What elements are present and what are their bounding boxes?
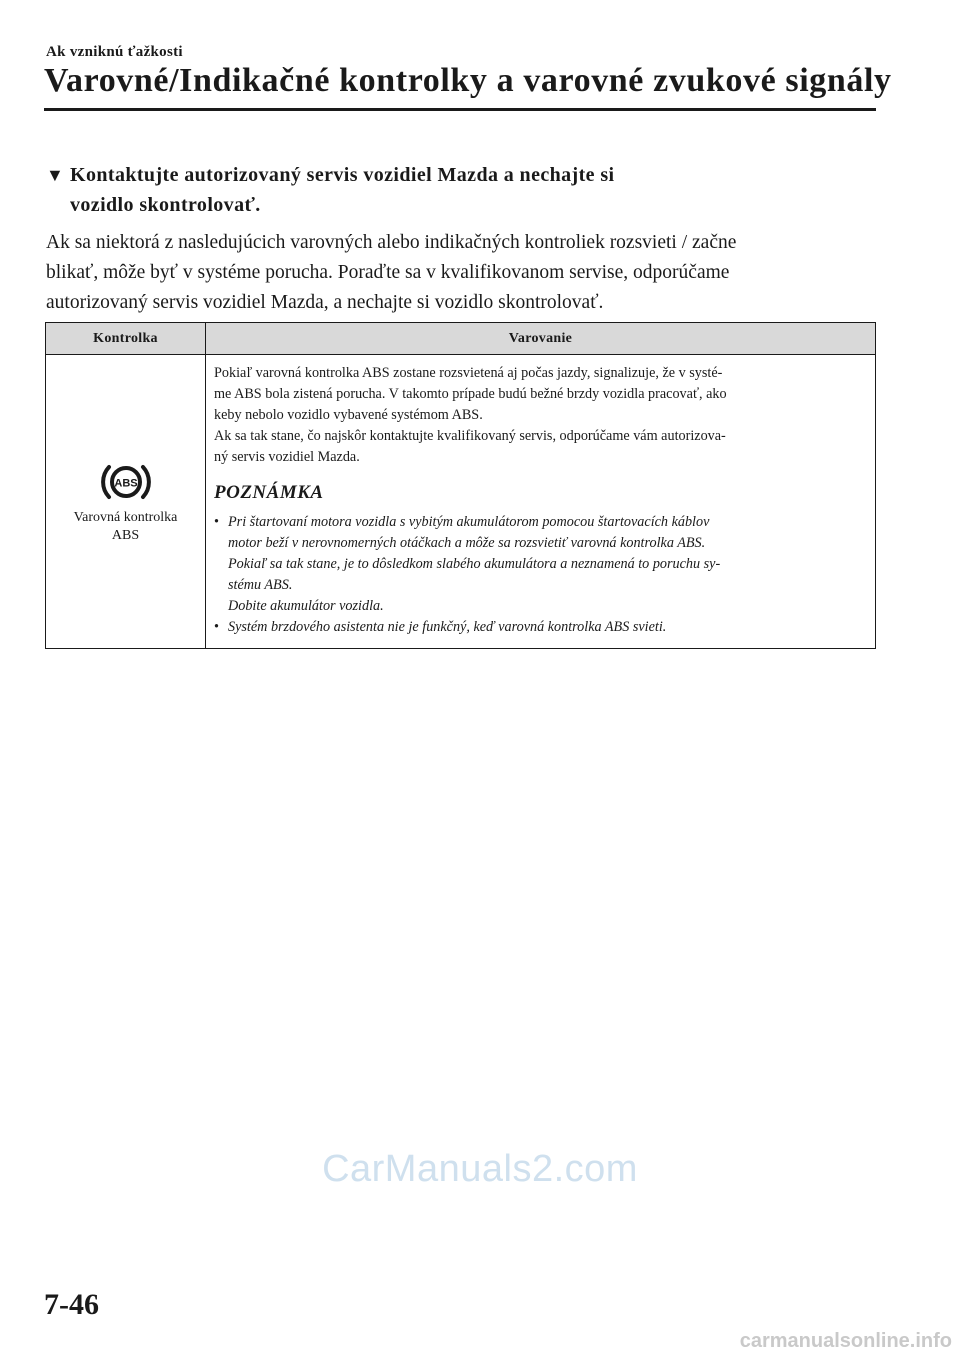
warning-paragraph [214,426,867,468]
abs-icon-label: ABS [113,477,138,489]
column-header-lamp: Kontrolka [46,323,206,355]
page-title: Varovné/Indikačné kontrolky a varovné zvukové signály [44,62,892,99]
section-heading [46,160,876,220]
note-item [214,617,867,638]
triangle-marker-icon: ▼ [46,165,65,185]
note-list [214,512,867,638]
note-line: stému ABS. [228,577,293,593]
page-number: 7-46 [44,1288,99,1321]
text-line: Ak sa tak stane, čo najskôr kontaktujte kvalifikovaný servis, odporúčame vám autorizova- [214,428,726,444]
watermark: CarManuals2.com [322,1148,638,1190]
breadcrumb: Ak vzniknú ťažkosti [46,44,183,60]
footer-watermark: carmanualsonline.info [739,1330,952,1352]
note-line: Dobite akumulátor vozidla. [228,598,384,614]
abs-warning-lamp-icon [95,459,157,505]
text-line: keby nebolo vozidlo vybavené systémom ABS. [214,407,483,423]
section-heading-line-2: vozidlo skontrolovať. [70,194,261,216]
lamp-caption: Varovná kontrolka ABS [73,509,178,543]
note-line: motor beží v nerovnomerných otáčkach a môže sa rozsvietiť varovná kontrolka ABS. [228,535,706,551]
warning-paragraph [214,363,867,426]
section-heading-line-1 [46,160,876,190]
text-line: me ABS bola zistená porucha. V takomto prípade budú bežné brzdy vozidla pracovať, ako [214,386,727,402]
table-header-row [46,323,876,355]
note-title: POZNÁMKA [214,482,324,503]
lamp-cell [46,355,206,649]
table-row [46,355,876,649]
section-heading-text-1: Kontaktujte autorizovaný servis vozidiel Mazda a nechajte si [70,164,615,186]
warning-lamp-table [45,322,876,649]
warning-description-cell [206,355,876,649]
column-header-warning: Varovanie [206,323,876,355]
bullet-icon: • [214,619,219,635]
text-line: Pokiaľ varovná kontrolka ABS zostane rozsvietená aj počas jazdy, signalizuje, že v systé- [214,365,723,381]
note-line: Pokiaľ sa tak stane, je to dôsledkom slabého akumulátora a neznamená to poruchu sy- [228,556,721,572]
intro-line: blikať, môže byť v systéme porucha. Poraďte sa v kvalifikovanom servise, odporúčame [46,262,730,283]
intro-line: Ak sa niektorá z nasledujúcich varovných alebo indikačných kontroliek rozsvieti / začne [46,232,737,253]
title-divider [44,108,876,111]
note-line: Pri štartovaní motora vozidla s vybitým akumulátorom pomocou štartovacích káblov [228,514,710,530]
note-line: Systém brzdového asistenta nie je funkčný, keď varovná kontrolka ABS svieti. [228,619,667,635]
bullet-icon: • [214,514,219,530]
intro-paragraph [46,228,876,318]
text-line: ný servis vozidiel Mazda. [214,449,360,465]
note-item [214,512,867,617]
intro-line: autorizovaný servis vozidiel Mazda, a nechajte si vozidlo skontrolovať. [46,292,604,313]
